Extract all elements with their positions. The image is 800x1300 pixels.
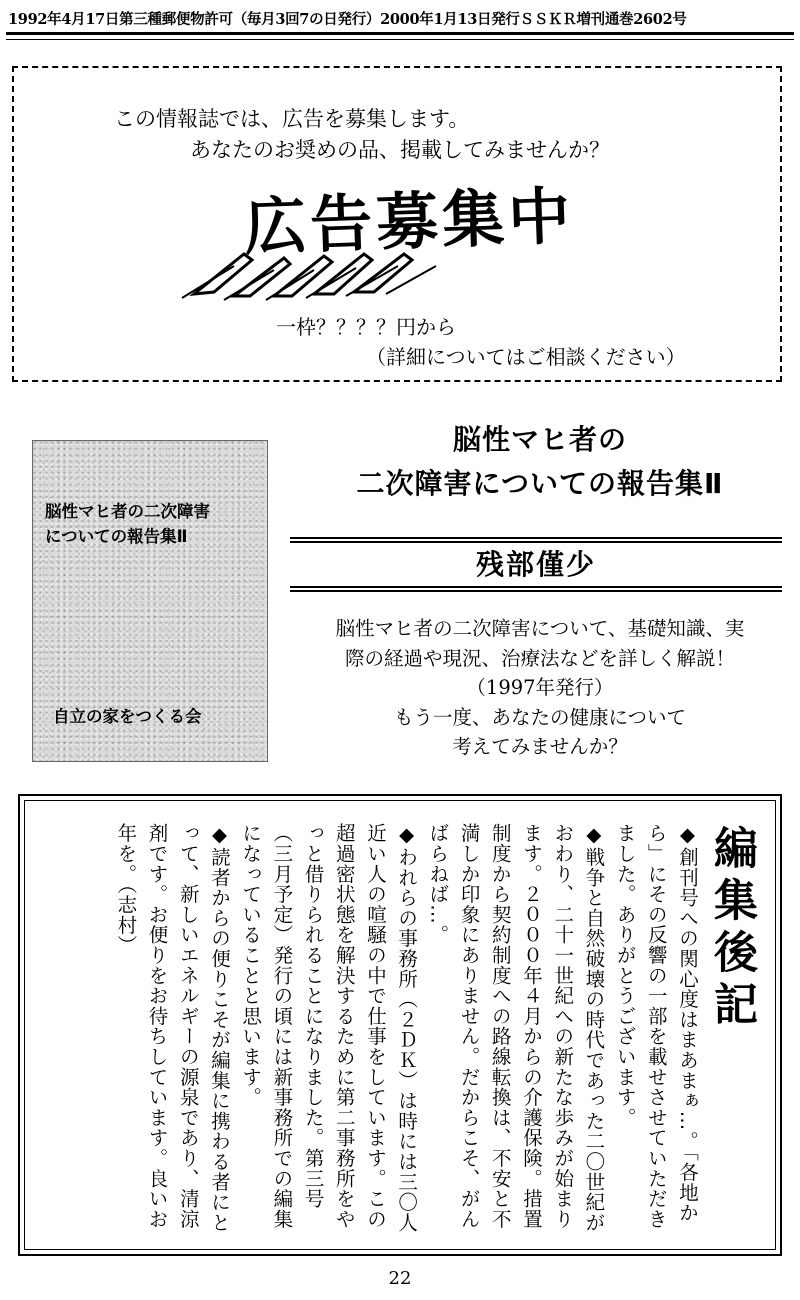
ad-title-shadow-graphic [174, 246, 454, 306]
stock-notice: 残部僅少 [475, 548, 596, 581]
header-rule-thick [6, 32, 794, 35]
page-number: 22 [388, 1268, 412, 1289]
issue-header: 1992年4月17日第三種郵便物許可（毎月3回7の日発行）2000年1月13日発行ＳＳＫＲ増刊通巻2602号 [8, 11, 687, 28]
promo-title-line2: 二次障害についての報告集Ⅱ [356, 467, 724, 500]
book-cover-image [32, 440, 268, 762]
promo-body-line5: 考えてみませんか？ [452, 735, 628, 758]
ad-price [276, 312, 756, 372]
book-cover-publisher: 自立の家をつくる会 [53, 707, 202, 726]
promo-body-line2: 際の経過や現況、治療法などを詳しく解説！ [344, 646, 735, 670]
stock-rule-top [290, 537, 782, 543]
header-rule-thin [6, 39, 794, 40]
editor-notes-box [18, 794, 782, 1256]
book-cover-title [45, 499, 259, 549]
promo-publish-year: （1997年発行） [466, 676, 614, 699]
editor-note-paragraph: ◆読者からの便りこそが編集に携わる者にとって、新しいエネルギーの源泉であり、清涼剤です。お便りをお待ちしています。良いお年を。（志村） [114, 823, 231, 1233]
stock-rule-bottom [290, 586, 782, 592]
promo-description [288, 614, 792, 762]
editor-note-paragraph: ◆われらの事務所（２ＤＫ）は時には三〇人近い人の喧騒の中で仕事をしています。この超過密状態を解決するために第二事務所をやっと借りられることになりました。第三号（三月予定）発行の頃には新事務所での編集になっていることと思います。 [239, 823, 419, 1233]
promo-title-line1: 脳性マヒ者の [452, 423, 627, 456]
ad-price-line2: （詳細についてはご相談ください） [366, 345, 686, 369]
ad-intro-line1: この情報誌では、広告を募集します。 [114, 107, 470, 131]
ad-recruitment-box [12, 66, 782, 382]
ad-price-line1: 一枠？？？？円から [276, 315, 456, 339]
ad-title: 広告募集中 [243, 179, 576, 264]
promo-body-line1: 脳性マヒ者の二次障害について、基礎知識、実 [335, 617, 745, 640]
ad-intro-line2: あなたのお奨めの品、掲載してみませんか？ [190, 138, 610, 162]
promo-body-line4: もう一度、あなたの健康について [393, 705, 687, 729]
ad-intro [114, 104, 674, 166]
promo-title [290, 418, 790, 506]
editor-notes-text [110, 823, 703, 1233]
editor-note-paragraph: ◆創刊号への関心度はまあまぁ…。「各地から」にその反響の一部を載せさせていただきました。ありがとうございます。 [613, 823, 699, 1229]
editor-note-paragraph: ◆戦争と自然破壊の時代であった二〇世紀がおわり、二十一世紀への新たな歩みが始まります。２０００年４月からの介護保険。措置制度から契約制度への路線転換は、不安と不満しか印象にありません。だからこそ、がんばらねば…。 [426, 823, 606, 1233]
book-cover-title-line2: についての報告集Ⅱ [45, 527, 188, 546]
book-cover-title-line1: 脳性マヒ者の二次障害 [45, 502, 210, 521]
editor-notes-heading: 編集後記 [706, 825, 757, 1033]
editor-notes-inner-frame [24, 800, 776, 1250]
